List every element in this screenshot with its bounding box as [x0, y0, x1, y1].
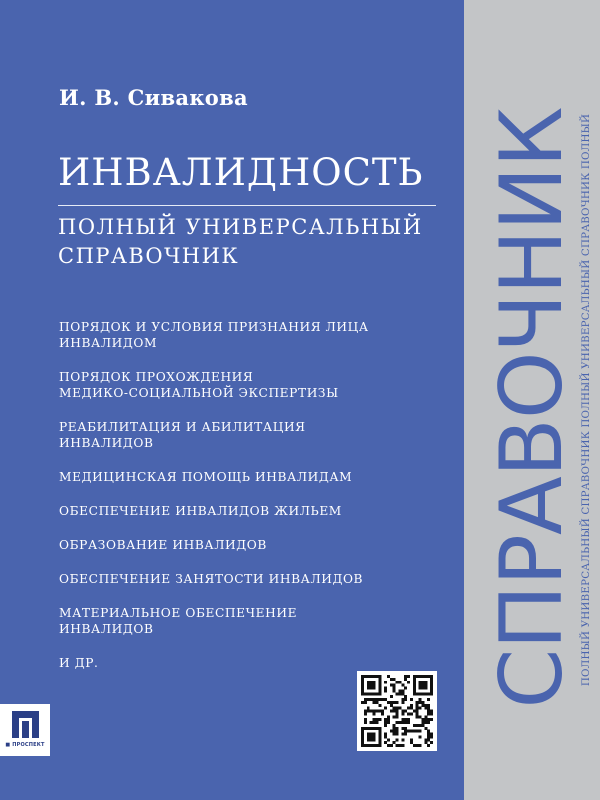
book-subtitle — [58, 213, 458, 271]
spine-title: СПРАВОЧНИК — [482, 107, 582, 709]
topic-item — [59, 571, 439, 587]
topic-item — [59, 469, 439, 485]
book-title: ИНВАЛИДНОСТЬ — [58, 151, 424, 194]
topic-line: ПОРЯДОК И УСЛОВИЯ ПРИЗНАНИЯ ЛИЦА — [59, 320, 369, 334]
qr-code-icon — [357, 671, 437, 751]
topic-line: ИНВАЛИДОМ — [59, 336, 158, 350]
topic-line: РЕАБИЛИТАЦИЯ И АБИЛИТАЦИЯ — [59, 420, 306, 434]
publisher-logo-icon — [12, 711, 39, 738]
topic-item — [59, 319, 439, 351]
side-band — [464, 0, 600, 800]
subtitle-line: ПОЛНЫЙ УНИВЕРСАЛЬНЫЙ — [58, 215, 423, 239]
topic-line: И ДР. — [59, 656, 99, 670]
topic-item — [59, 537, 439, 553]
topic-line: МЕДИКО-СОЦИАЛЬНОЙ ЭКСПЕРТИЗЫ — [59, 386, 339, 400]
topic-list — [59, 319, 439, 689]
topic-line: ОБЕСПЕЧЕНИЕ ЗАНЯТОСТИ ИНВАЛИДОВ — [59, 572, 364, 586]
topic-item — [59, 369, 439, 401]
publisher-logo — [0, 704, 50, 756]
topic-item — [59, 605, 439, 637]
author-name: И. В. Сивакова — [59, 85, 248, 110]
topic-item — [59, 419, 439, 451]
topic-item — [59, 503, 439, 519]
topic-line: ИНВАЛИДОВ — [59, 622, 154, 636]
title-divider — [58, 205, 436, 206]
topic-line: ИНВАЛИДОВ — [59, 436, 154, 450]
topic-line: МАТЕРИАЛЬНОЕ ОБЕСПЕЧЕНИЕ — [59, 606, 298, 620]
topic-item — [59, 655, 439, 671]
topic-line: МЕДИЦИНСКАЯ ПОМОЩЬ ИНВАЛИДАМ — [59, 470, 353, 484]
publisher-name: ■ ПРОСПЕКТ — [5, 742, 45, 748]
topic-line: ОБЕСПЕЧЕНИЕ ИНВАЛИДОВ ЖИЛЬЕМ — [59, 504, 342, 518]
subtitle-line: СПРАВОЧНИК — [58, 244, 240, 268]
topic-line: ОБРАЗОВАНИЕ ИНВАЛИДОВ — [59, 538, 267, 552]
spine-subtitle: ПОЛНЫЙ УНИВЕРСАЛЬНЫЙ СПРАВОЧНИК ПОЛНЫЙ УНИВЕРСАЛЬНЫЙ СПРАВОЧНИК ПОЛНЫЙ — [580, 113, 592, 687]
topic-line: ПОРЯДОК ПРОХОЖДЕНИЯ — [59, 370, 254, 384]
